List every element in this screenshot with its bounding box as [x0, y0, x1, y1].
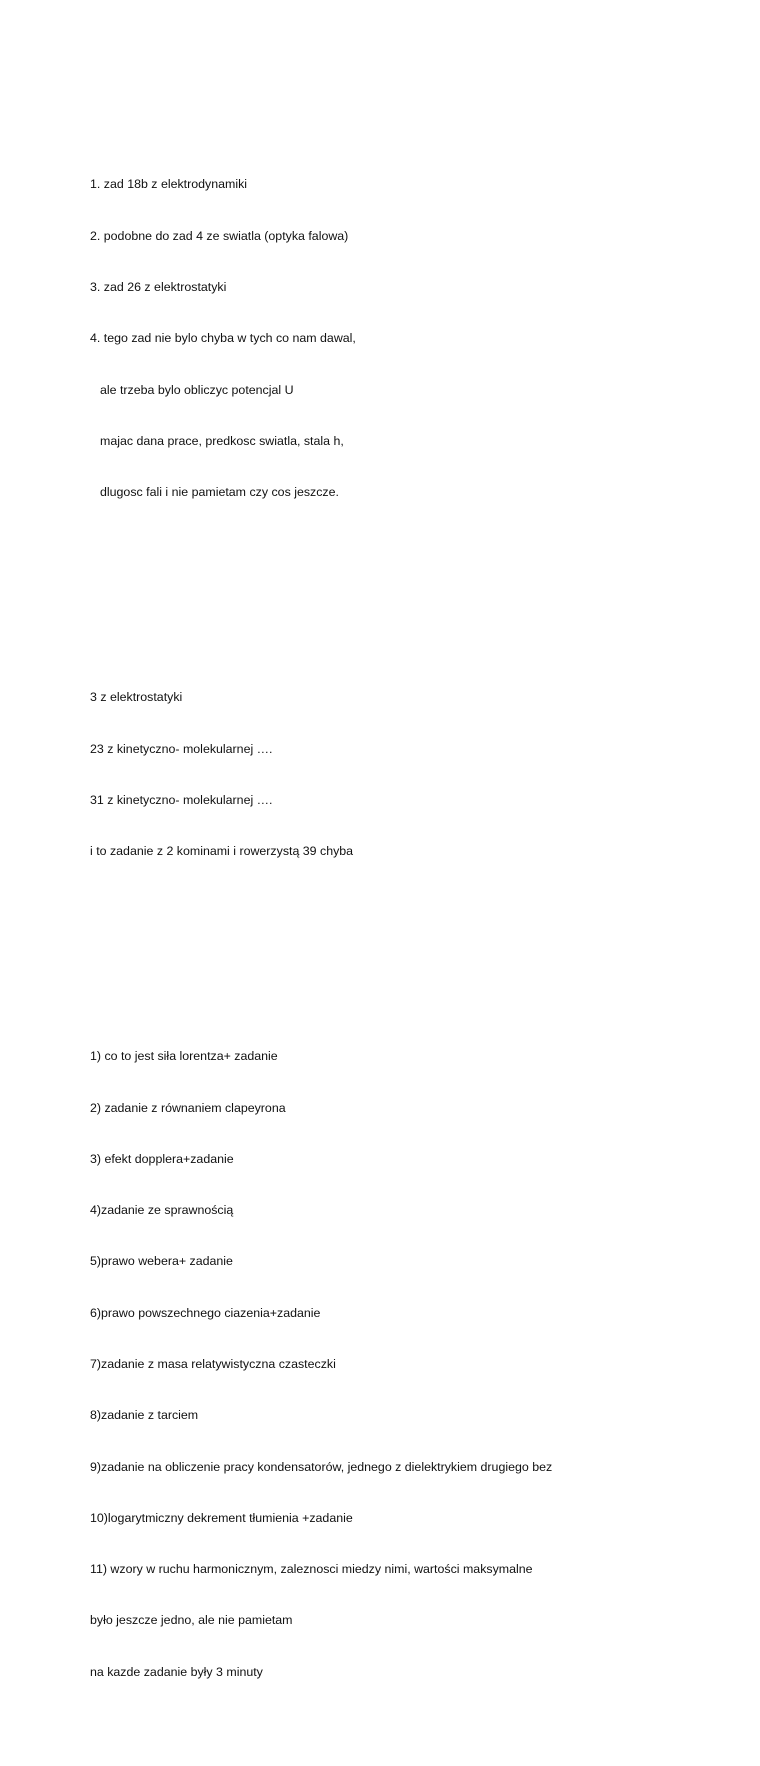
list-item: 2. podobne do zad 4 ze swiatla (optyka falowa) — [90, 228, 349, 243]
section-questions — [90, 1014, 730, 1715]
list-item: 2) zadanie z równaniem clapeyrona — [90, 1100, 286, 1115]
list-item: 3. zad 26 z elektrostatyki — [90, 280, 227, 295]
list-item: 11) wzory w ruchu harmonicznym, zaleznosci miedzy nimi, wartości maksymalne — [90, 1562, 533, 1577]
list-item: 4)zadanie ze sprawnością — [90, 1203, 234, 1218]
list-item: było jeszcze jedno, ale nie pamietam — [90, 1613, 293, 1628]
section-exam-tasks — [90, 142, 730, 535]
list-item: 4. tego zad nie bylo chyba w tych co nam dawal, — [90, 331, 356, 346]
section-gap — [90, 946, 730, 963]
notes-text-block — [90, 91, 730, 1766]
list-item: 6)prawo powszechnego ciazenia+zadanie — [90, 1305, 321, 1320]
list-item: 9)zadanie na obliczenie pracy kondensatorów, jednego z dielektrykiem drugiego bez — [90, 1459, 553, 1474]
list-item: na kazde zadanie były 3 minuty — [90, 1664, 263, 1679]
list-item: 10)logarytmiczny dekrement tłumienia +zadanie — [90, 1510, 353, 1525]
list-item: 3 z elektrostatyki — [90, 690, 183, 705]
list-item: i to zadanie z 2 kominami i rowerzystą 39 chyba — [90, 844, 354, 859]
list-item: 1. zad 18b z elektrodynamiki — [90, 177, 248, 192]
list-item: 1) co to jest siła lorentza+ zadanie — [90, 1049, 278, 1064]
list-item-continuation: ale trzeba bylo obliczyc potencjal U — [100, 382, 294, 397]
list-item-continuation: dlugosc fali i nie pamietam czy cos jeszcze. — [100, 485, 339, 500]
list-item: 31 z kinetyczno- molekularnej …. — [90, 792, 273, 807]
list-item: 5)prawo webera+ zadanie — [90, 1254, 233, 1269]
list-item: 23 z kinetyczno- molekularnej …. — [90, 741, 273, 756]
list-item: 3) efekt dopplera+zadanie — [90, 1151, 234, 1166]
list-item: 8)zadanie z tarciem — [90, 1408, 199, 1423]
list-item-continuation: majac dana prace, predkosc swiatla, stala h, — [100, 433, 344, 448]
section-other-tasks — [90, 655, 730, 894]
list-item: 7)zadanie z masa relatywistyczna czasteczki — [90, 1356, 336, 1371]
section-gap — [90, 587, 730, 604]
